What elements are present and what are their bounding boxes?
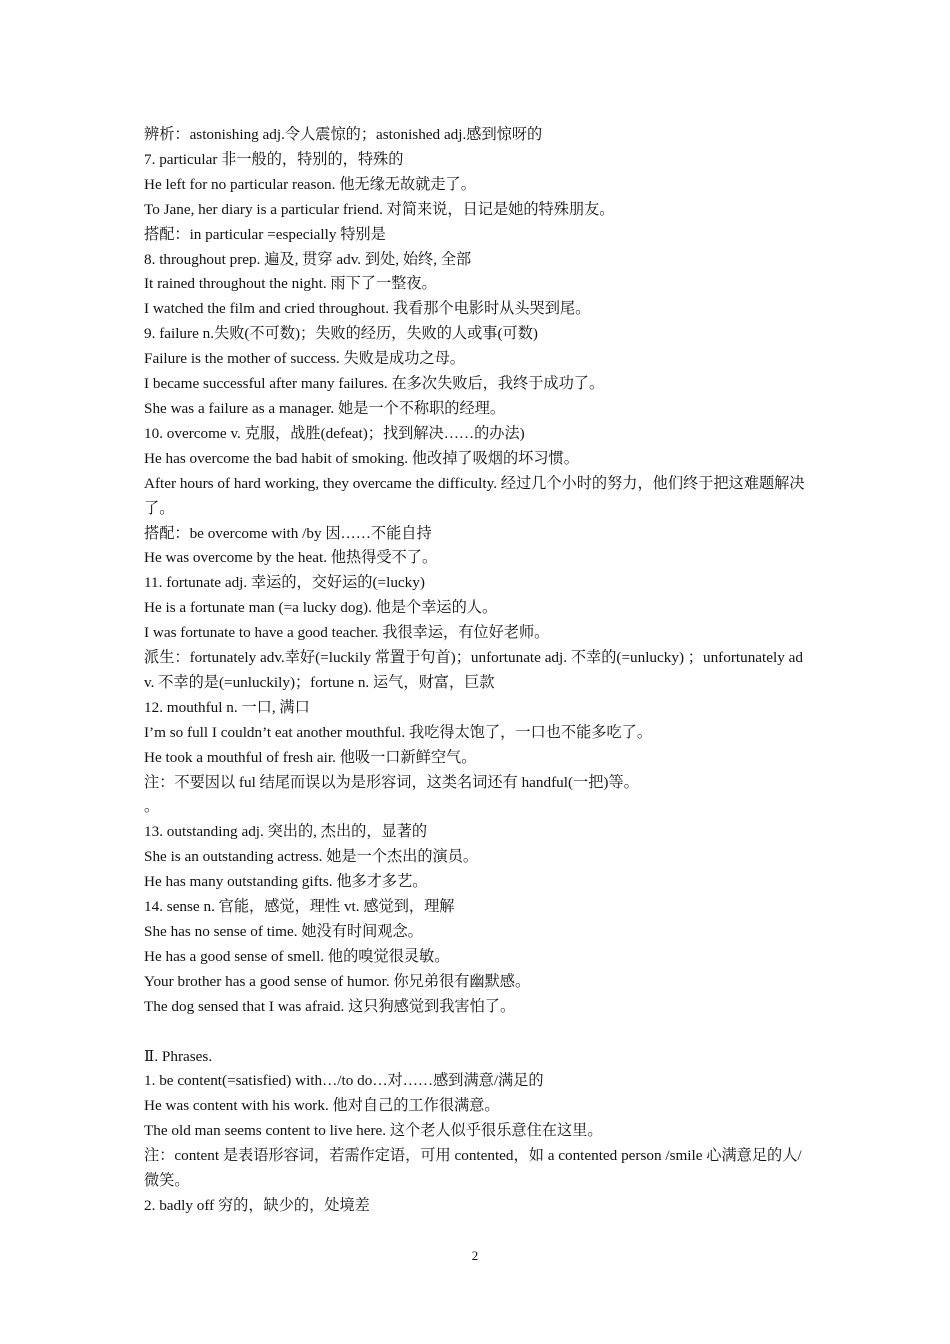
vocab-heading: 13. outstanding adj. 突出的, 杰出的，显著的 [144,823,428,841]
derivation-note: 派生：fortunately adv.幸好(=luckily 常置于句首)；unfortunate adj. 不幸的(=unlucky) ；unfortunately adv. 不幸的是(=unluckily)；fortune n. 运气，财富，巨款 [144,649,803,691]
example-sentence: Failure is the mother of success. 失败是成功之母。 [144,350,465,368]
example-sentence: He has a good sense of smell. 他的嗅觉很灵敏。 [144,947,450,965]
example-sentence: Your brother has a good sense of humor. 你兄弟很有幽默感。 [144,972,531,990]
phrase-heading: 2. badly off 穷的，缺少的，处境差 [144,1196,370,1214]
blank-line [144,1020,810,1045]
example-sentence: I watched the film and cried throughout. 我看那个电影时从头哭到尾。 [144,300,591,318]
vocab-heading: 12. mouthful n. 一口, 满口 [144,698,310,716]
text-line: 辨析：astonishing adj.令人震惊的；astonished adj.感到惊呀的 [144,126,543,143]
vocab-heading: 7. particular 非一般的，特别的，特殊的 [144,150,404,168]
usage-note: 注：不要因以 ful 结尾而误以为是形容词，这类名词还有 handful(一把)等。 [144,773,639,791]
example-sentence: He was content with his work. 他对自己的工作很满意。 [144,1097,500,1115]
example-sentence: It rained throughout the night. 雨下了一整夜。 [144,275,437,293]
example-sentence: I’m so full I couldn’t eat another mouthful. 我吃得太饱了，一口也不能多吃了。 [144,723,653,741]
example-sentence: He took a mouthful of fresh air. 他吸一口新鲜空气。 [144,748,477,766]
example-sentence: To Jane, her diary is a particular friend. 对简来说，日记是她的特殊朋友。 [144,200,615,218]
example-sentence: He left for no particular reason. 他无缘无故就走了。 [144,175,476,193]
example-sentence: He is a fortunate man (=a lucky dog). 他是个幸运的人。 [144,599,498,617]
section-heading: Ⅱ. Phrases. [144,1047,213,1065]
example-sentence: She was a failure as a manager. 她是一个不称职的经理。 [144,399,506,417]
vocab-heading: 9. failure n.失败(不可数)；失败的经历，失败的人或事(可数) [144,325,538,343]
stray-punctuation: 。 [144,798,160,816]
vocab-heading: 11. fortunate adj. 幸运的，交好运的(=lucky) [144,574,425,592]
example-sentence: The old man seems content to live here. 这个老人似乎很乐意住在这里。 [144,1122,603,1140]
example-sentence: She has no sense of time. 她没有时间观念。 [144,923,423,940]
collocation-note: 搭配：in particular =especially 特别是 [144,225,386,243]
page-body [144,123,810,1219]
example-sentence: I became successful after many failures. 在多次失败后，我终于成功了。 [144,375,605,393]
example-sentence: He was overcome by the heat. 他热得受不了。 [144,549,438,567]
example-sentence: I was fortunate to have a good teacher. 我很幸运，有位好老师。 [144,624,550,642]
collocation-note: 搭配：be overcome with /by 因……不能自持 [144,524,432,542]
example-sentence: After hours of hard working, they overcame the difficulty. 经过几个小时的努力，他们终于把这难题解决了。 [144,474,805,517]
vocab-heading: 10. overcome v. 克服，战胜(defeat)；找到解决……的办法) [144,424,525,442]
page-number: 2 [471,1248,479,1263]
usage-note: 注：content 是表语形容词，若需作定语，可用 contented，如 a contented person /smile 心满意足的人/微笑。 [144,1147,802,1190]
phrase-heading: 1. be content(=satisfied) with…/to do…对……感到满意/满足的 [144,1072,544,1090]
example-sentence: He has overcome the bad habit of smoking. 他改掉了吸烟的坏习惯。 [144,449,579,467]
vocab-heading: 14. sense n. 官能，感觉，理性 vt. 感觉到，理解 [144,898,455,916]
example-sentence: The dog sensed that I was afraid. 这只狗感觉到我害怕了。 [144,997,516,1015]
example-sentence: He has many outstanding gifts. 他多才多艺。 [144,873,428,891]
example-sentence: She is an outstanding actress. 她是一个杰出的演员。 [144,848,479,866]
vocab-heading: 8. throughout prep. 遍及, 贯穿 adv. 到处, 始终, 全部 [144,250,472,268]
